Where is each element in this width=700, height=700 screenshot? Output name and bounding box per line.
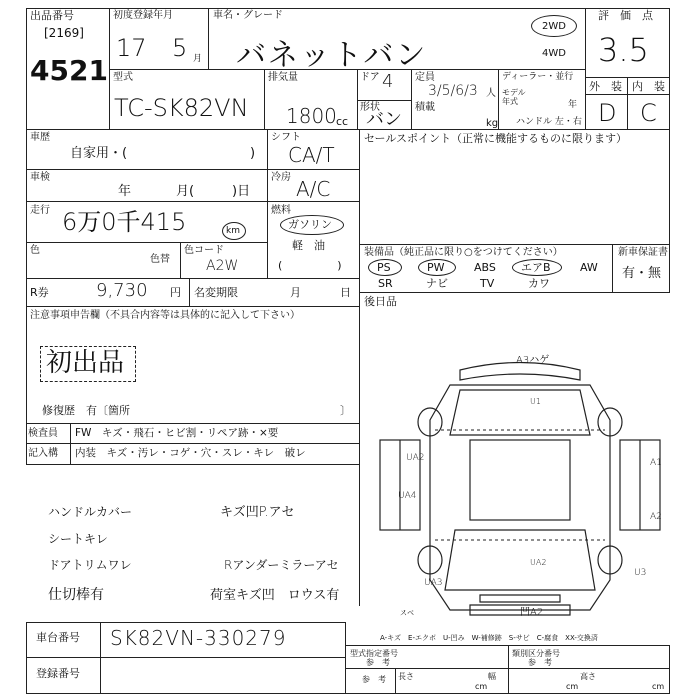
ac-label: 冷房 [271, 172, 291, 183]
score-label: 評 価 点 [598, 9, 653, 22]
car-diagram [360, 340, 670, 620]
lot-label: 出品番号 [30, 9, 74, 22]
disp-unit: cc [336, 115, 349, 128]
note-right-1: キズ凹P.アセ [220, 505, 295, 520]
color-code-label: 色コード [184, 245, 224, 256]
equip-aw: AW [580, 261, 598, 274]
length-unit: cm [475, 682, 488, 691]
doors: 4 [382, 71, 394, 92]
ref-label: 参 考 [362, 675, 386, 684]
color-code: A2W [206, 258, 239, 274]
mileage-value: 6万0千415 [62, 208, 187, 236]
handle-label: ハンドル 左・右 [516, 117, 582, 127]
displacement: 1800 [286, 104, 337, 128]
type-designation-ref: 参 考 [366, 658, 390, 667]
int-grade: C [640, 99, 657, 127]
mark-top: A3ハゲ [516, 355, 550, 366]
mark-sabi: スベ [400, 609, 414, 617]
seats-unit: 人 [486, 88, 496, 99]
spec-vline1 [508, 645, 509, 694]
name-change-label: 名変期限 [194, 286, 238, 299]
mark-ua2b: UA2 [530, 558, 547, 567]
check-row2: 内装 キズ・汚レ・コゲ・穴・スレ・キレ 破レ [75, 447, 306, 459]
category-label: 類別区分番号 [512, 649, 560, 658]
mark-u1: U1 [530, 397, 541, 406]
category-ref: 参 考 [528, 658, 552, 667]
sales-box [359, 129, 670, 245]
dealer-label: ディーラー・並行 [502, 72, 574, 82]
name-label: 車名・グレード [213, 10, 283, 21]
equip-leather: カワ [528, 277, 550, 290]
repair-close: 〕 [340, 404, 351, 417]
mark-bottom: 凹A2 [520, 607, 544, 618]
check-row1: FW キズ・飛石・ヒビ割・リペア跡・×要 [75, 427, 279, 439]
height-label: 高さ [580, 672, 596, 681]
check-mid [26, 443, 360, 444]
note-right-4: 荷室キズ凹 ロウス有 [210, 588, 340, 603]
spec-vline2 [395, 668, 396, 694]
disp-label: 排気量 [268, 72, 298, 83]
equip-navi: ナビ [426, 277, 448, 290]
checker-label: 検査員 [28, 428, 58, 439]
color-label: 色 [30, 245, 40, 256]
note-4: 仕切棒有 [48, 587, 104, 603]
registration-label: 登録番号 [36, 667, 80, 680]
warranty-value: 有・無 [622, 266, 662, 281]
history-box [26, 129, 268, 170]
recycle-label: R券 [30, 286, 49, 299]
grade-head-line [585, 94, 670, 95]
drive-2wd: 2WD [542, 21, 566, 32]
reg-year: 17 [116, 34, 147, 62]
note-2: シートキレ [48, 532, 108, 546]
chassis-label: 車台番号 [36, 631, 80, 644]
ac-value: A/C [296, 177, 331, 201]
model-label: 型式 [113, 72, 133, 83]
doors-label: ドア [360, 72, 380, 83]
history-close: ) [250, 146, 256, 161]
mark-ua4: UA4 [398, 491, 417, 501]
grade-divider [627, 77, 628, 130]
equip-label: 装備品（純正品に限り○をつけてください） [364, 247, 563, 258]
inspection-label: 車検 [30, 172, 50, 183]
remarks-label: 注意事項申告欄（不具合内容等は具体的に記入して下さい） [30, 310, 300, 321]
load-unit: kg [486, 118, 499, 129]
car-name: バネットバン [236, 38, 428, 73]
mark-ua3: UA3 [424, 578, 443, 588]
first-listing: 初出品 [46, 348, 125, 378]
legend: A-キズ E-エクボ U-凹み W-補修跡 S-サビ C-腐食 XX-交換済 [380, 634, 598, 642]
color-change-label: 色替 [150, 254, 170, 265]
mileage-label: 走行 [30, 205, 50, 216]
history-value: 自家用・( [70, 146, 128, 161]
fuel-gasoline: ガソリン [288, 218, 332, 231]
note-3: ドアトリムワレ [48, 558, 132, 572]
load-label: 積載 [415, 102, 435, 113]
equip-abs: ABS [474, 261, 496, 274]
equip-airbag: エアB [521, 261, 551, 274]
name-change-month: 月 [290, 286, 301, 299]
shift-value: CA/T [288, 143, 335, 167]
equip-ps: PS [377, 261, 391, 274]
reg-month-unit: 月 [193, 54, 203, 64]
width-unit: cm [566, 682, 579, 691]
mark-ua2: UA2 [406, 453, 425, 463]
history-label: 車歴 [30, 132, 50, 143]
score-value: 3.5 [598, 31, 649, 69]
equip-tv: TV [480, 277, 495, 290]
length-label: 長さ [398, 672, 414, 681]
mileage-unit: km [226, 226, 240, 236]
inspection-year: 年 [118, 184, 132, 199]
type-designation-label: 型式指定番号 [350, 649, 398, 658]
seats-label: 定員 [415, 72, 435, 83]
int-label: 内 装 [632, 80, 665, 93]
reg-month: 5 [172, 34, 188, 62]
lot-number-bracket: [2169] [44, 26, 84, 40]
drive-4wd: 4WD [542, 48, 566, 59]
recycle-value: 9,730 [96, 280, 148, 301]
sales-label: セールスポイント（正常に機能するものに限ります） [364, 132, 628, 145]
reg-label: 初度登録年月 [113, 10, 173, 21]
fuel-light-oil: 軽 油 [292, 239, 325, 252]
mark-a2: A2 [650, 512, 662, 522]
seats: 3/5/6/3 [428, 83, 478, 99]
mark-u3: U3 [634, 568, 647, 578]
height-unit: cm [652, 682, 665, 691]
note-right-3: Rアンダーミラーアセ [224, 558, 339, 572]
fuel-paren: ( ) [278, 259, 342, 272]
inspection-day: )日 [232, 184, 251, 199]
repair-label: 修復歴 有〔箇所 [42, 404, 130, 417]
model-code: TC-SK82VN [114, 94, 249, 122]
note-1: ハンドルカバー [48, 505, 133, 519]
recycle-unit: 円 [170, 286, 181, 299]
after-label: 後日品 [364, 295, 397, 308]
fuel-label: 燃料 [271, 205, 291, 216]
after-line [359, 292, 670, 293]
recorder-label: 記入構 [28, 448, 58, 459]
model-year-label: モデル年式 [502, 88, 526, 106]
name-change-day: 日 [340, 286, 351, 299]
check-vdiv [70, 423, 71, 465]
width-label: 幅 [488, 672, 496, 681]
inspection-month: 月( [176, 184, 195, 199]
shape: バン [366, 109, 402, 130]
equip-pw: PW [427, 261, 445, 274]
ext-label: 外 装 [589, 80, 622, 93]
ext-grade: D [598, 99, 617, 127]
shape-label: 形状 [360, 102, 380, 113]
chassis-number: SK82VN-330279 [110, 626, 287, 650]
color-code-divider [180, 242, 181, 279]
model-year-unit: 年 [568, 100, 578, 110]
lot-number: 4521 [30, 54, 108, 87]
mark-a1: A1 [650, 458, 662, 468]
shift-label: シフト [271, 132, 301, 143]
equip-sr: SR [378, 277, 393, 290]
warranty-label: 新車保証書 [618, 247, 668, 258]
